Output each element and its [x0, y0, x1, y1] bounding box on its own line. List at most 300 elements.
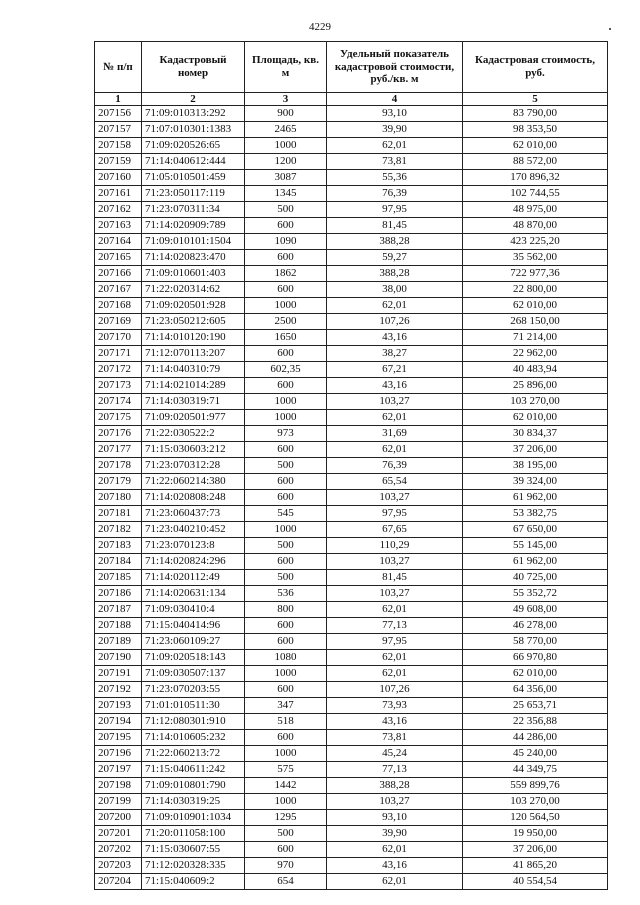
- specific-value-cell: 107,26: [327, 682, 463, 698]
- area-cell: 2500: [245, 314, 327, 330]
- row-number-cell: 207163: [95, 218, 142, 234]
- cadastral-value-cell: 37 206,00: [463, 842, 608, 858]
- specific-value-cell: 62,01: [327, 602, 463, 618]
- cadastral-number-cell: 71:20:011058:100: [142, 826, 245, 842]
- area-cell: 518: [245, 714, 327, 730]
- cadastral-value-cell: 98 353,50: [463, 122, 608, 138]
- area-cell: 900: [245, 106, 327, 122]
- specific-value-cell: 103,27: [327, 586, 463, 602]
- area-cell: 1295: [245, 810, 327, 826]
- area-cell: 3087: [245, 170, 327, 186]
- table-row: [95, 794, 608, 810]
- table-row: [95, 330, 608, 346]
- area-cell: 600: [245, 378, 327, 394]
- cadastral-number-cell: 71:15:040609:2: [142, 874, 245, 890]
- cadastral-number-cell: 71:09:030507:137: [142, 666, 245, 682]
- table-row: [95, 762, 608, 778]
- table-row: [95, 490, 608, 506]
- table-row: [95, 218, 608, 234]
- table-row: [95, 554, 608, 570]
- area-cell: 600: [245, 618, 327, 634]
- cadastral-value-table: [94, 41, 608, 890]
- table-row: [95, 874, 608, 890]
- row-number-cell: 207196: [95, 746, 142, 762]
- table-row: [95, 618, 608, 634]
- row-number-cell: 207174: [95, 394, 142, 410]
- area-cell: 600: [245, 282, 327, 298]
- specific-value-cell: 67,21: [327, 362, 463, 378]
- cadastral-value-cell: 22 962,00: [463, 346, 608, 362]
- header-area: Площадь, кв. м: [245, 42, 327, 93]
- cadastral-number-cell: 71:14:020824:296: [142, 554, 245, 570]
- specific-value-cell: 97,95: [327, 634, 463, 650]
- cadastral-number-cell: 71:09:020501:928: [142, 298, 245, 314]
- area-cell: 1862: [245, 266, 327, 282]
- specific-value-cell: 93,10: [327, 106, 463, 122]
- table-row: [95, 570, 608, 586]
- cadastral-value-cell: 88 572,00: [463, 154, 608, 170]
- table-row: [95, 602, 608, 618]
- row-number-cell: 207189: [95, 634, 142, 650]
- specific-value-cell: 103,27: [327, 554, 463, 570]
- table-body: [95, 106, 608, 890]
- row-number-cell: 207197: [95, 762, 142, 778]
- row-number-cell: 207183: [95, 538, 142, 554]
- cadastral-number-cell: 71:23:070123:8: [142, 538, 245, 554]
- row-number-cell: 207201: [95, 826, 142, 842]
- row-number-cell: 207204: [95, 874, 142, 890]
- row-number-cell: 207169: [95, 314, 142, 330]
- row-number-cell: 207168: [95, 298, 142, 314]
- cadastral-value-cell: 66 970,80: [463, 650, 608, 666]
- table-row: [95, 346, 608, 362]
- specific-value-cell: 62,01: [327, 666, 463, 682]
- cadastral-number-cell: 71:09:020518:143: [142, 650, 245, 666]
- area-cell: 600: [245, 634, 327, 650]
- cadastral-number-cell: 71:14:021014:289: [142, 378, 245, 394]
- row-number-cell: 207202: [95, 842, 142, 858]
- cadastral-number-cell: 71:09:010901:1034: [142, 810, 245, 826]
- area-cell: 1000: [245, 746, 327, 762]
- cadastral-number-cell: 71:23:040210:452: [142, 522, 245, 538]
- column-number: 4: [327, 93, 463, 106]
- column-number-row: [95, 93, 608, 106]
- row-number-cell: 207191: [95, 666, 142, 682]
- row-number-cell: 207177: [95, 442, 142, 458]
- area-cell: 1000: [245, 522, 327, 538]
- area-cell: 600: [245, 490, 327, 506]
- header-row: [95, 42, 608, 93]
- area-cell: 600: [245, 250, 327, 266]
- cadastral-value-cell: 62 010,00: [463, 138, 608, 154]
- cadastral-value-cell: 55 352,72: [463, 586, 608, 602]
- specific-value-cell: 55,36: [327, 170, 463, 186]
- cadastral-value-cell: 40 554,54: [463, 874, 608, 890]
- cadastral-number-cell: 71:15:040611:242: [142, 762, 245, 778]
- table-row: [95, 394, 608, 410]
- table-row: [95, 186, 608, 202]
- cadastral-number-cell: 71:14:020823:470: [142, 250, 245, 266]
- cadastral-number-cell: 71:23:060437:73: [142, 506, 245, 522]
- table-row: [95, 650, 608, 666]
- cadastral-value-cell: 22 800,00: [463, 282, 608, 298]
- specific-value-cell: 62,01: [327, 410, 463, 426]
- table-row: [95, 426, 608, 442]
- specific-value-cell: 97,95: [327, 506, 463, 522]
- cadastral-number-cell: 71:01:010511:30: [142, 698, 245, 714]
- row-number-cell: 207203: [95, 858, 142, 874]
- specific-value-cell: 43,16: [327, 858, 463, 874]
- specific-value-cell: 76,39: [327, 458, 463, 474]
- area-cell: 600: [245, 730, 327, 746]
- table-row: [95, 538, 608, 554]
- cadastral-value-cell: 40 483,94: [463, 362, 608, 378]
- row-number-cell: 207171: [95, 346, 142, 362]
- specific-value-cell: 62,01: [327, 650, 463, 666]
- cadastral-value-cell: 53 382,75: [463, 506, 608, 522]
- specific-value-cell: 77,13: [327, 618, 463, 634]
- table-row: [95, 378, 608, 394]
- specific-value-cell: 38,27: [327, 346, 463, 362]
- table-row: [95, 362, 608, 378]
- table-row: [95, 746, 608, 762]
- cadastral-number-cell: 71:09:010801:790: [142, 778, 245, 794]
- cadastral-number-cell: 71:23:050212:605: [142, 314, 245, 330]
- cadastral-value-cell: 64 356,00: [463, 682, 608, 698]
- cadastral-value-cell: 55 145,00: [463, 538, 608, 554]
- cadastral-value-cell: 268 150,00: [463, 314, 608, 330]
- specific-value-cell: 97,95: [327, 202, 463, 218]
- cadastral-value-cell: 67 650,00: [463, 522, 608, 538]
- cadastral-number-cell: 71:09:020501:977: [142, 410, 245, 426]
- row-number-cell: 207157: [95, 122, 142, 138]
- area-cell: 600: [245, 218, 327, 234]
- row-number-cell: 207190: [95, 650, 142, 666]
- specific-value-cell: 110,29: [327, 538, 463, 554]
- area-cell: 600: [245, 474, 327, 490]
- row-number-cell: 207162: [95, 202, 142, 218]
- specific-value-cell: 62,01: [327, 442, 463, 458]
- row-number-cell: 207170: [95, 330, 142, 346]
- cadastral-number-cell: 71:22:030522:2: [142, 426, 245, 442]
- area-cell: 1650: [245, 330, 327, 346]
- row-number-cell: 207186: [95, 586, 142, 602]
- cadastral-value-cell: 71 214,00: [463, 330, 608, 346]
- cadastral-value-cell: 559 899,76: [463, 778, 608, 794]
- table-row: [95, 666, 608, 682]
- row-number-cell: 207188: [95, 618, 142, 634]
- cadastral-value-cell: 46 278,00: [463, 618, 608, 634]
- cadastral-value-cell: 48 870,00: [463, 218, 608, 234]
- row-number-cell: 207193: [95, 698, 142, 714]
- row-number-cell: 207165: [95, 250, 142, 266]
- cadastral-number-cell: 71:09:020526:65: [142, 138, 245, 154]
- area-cell: 600: [245, 842, 327, 858]
- table-row: [95, 154, 608, 170]
- row-number-cell: 207159: [95, 154, 142, 170]
- row-number-cell: 207158: [95, 138, 142, 154]
- cadastral-number-cell: 71:09:010101:1504: [142, 234, 245, 250]
- cadastral-number-cell: 71:09:030410:4: [142, 602, 245, 618]
- row-number-cell: 207175: [95, 410, 142, 426]
- specific-value-cell: 73,81: [327, 154, 463, 170]
- cadastral-number-cell: 71:15:030603:212: [142, 442, 245, 458]
- cadastral-value-cell: 103 270,00: [463, 794, 608, 810]
- table-row: [95, 586, 608, 602]
- specific-value-cell: 103,27: [327, 490, 463, 506]
- table-row: [95, 122, 608, 138]
- cadastral-value-cell: 722 977,36: [463, 266, 608, 282]
- cadastral-value-cell: 38 195,00: [463, 458, 608, 474]
- specific-value-cell: 388,28: [327, 778, 463, 794]
- specific-value-cell: 62,01: [327, 138, 463, 154]
- row-number-cell: 207164: [95, 234, 142, 250]
- specific-value-cell: 73,81: [327, 730, 463, 746]
- cadastral-value-cell: 37 206,00: [463, 442, 608, 458]
- specific-value-cell: 103,27: [327, 794, 463, 810]
- row-number-cell: 207179: [95, 474, 142, 490]
- area-cell: 1090: [245, 234, 327, 250]
- cadastral-number-cell: 71:14:020909:789: [142, 218, 245, 234]
- specific-value-cell: 43,16: [327, 330, 463, 346]
- area-cell: 1000: [245, 666, 327, 682]
- cadastral-number-cell: 71:12:070113:207: [142, 346, 245, 362]
- column-number: 5: [463, 93, 608, 106]
- area-cell: 1000: [245, 410, 327, 426]
- cadastral-number-cell: 71:14:010120:190: [142, 330, 245, 346]
- specific-value-cell: 77,13: [327, 762, 463, 778]
- cadastral-value-cell: 62 010,00: [463, 666, 608, 682]
- cadastral-number-cell: 71:14:040612:444: [142, 154, 245, 170]
- cadastral-number-cell: 71:15:030607:55: [142, 842, 245, 858]
- row-number-cell: 207167: [95, 282, 142, 298]
- table-row: [95, 410, 608, 426]
- cadastral-number-cell: 71:22:060213:72: [142, 746, 245, 762]
- cadastral-number-cell: 71:09:010601:403: [142, 266, 245, 282]
- cadastral-number-cell: 71:22:060214:380: [142, 474, 245, 490]
- header-cadastral-number: Кадастровый номер: [142, 42, 245, 93]
- row-number-cell: 207161: [95, 186, 142, 202]
- table-row: [95, 682, 608, 698]
- cadastral-number-cell: 71:12:080301:910: [142, 714, 245, 730]
- cadastral-value-cell: 22 356,88: [463, 714, 608, 730]
- area-cell: 600: [245, 442, 327, 458]
- cadastral-number-cell: 71:14:030319:71: [142, 394, 245, 410]
- area-cell: 1000: [245, 138, 327, 154]
- row-number-cell: 207172: [95, 362, 142, 378]
- table-row: [95, 698, 608, 714]
- row-number-cell: 207199: [95, 794, 142, 810]
- table-row: [95, 826, 608, 842]
- row-number-cell: 207194: [95, 714, 142, 730]
- scan-speck: [609, 28, 611, 30]
- specific-value-cell: 43,16: [327, 714, 463, 730]
- area-cell: 1000: [245, 794, 327, 810]
- cadastral-number-cell: 71:14:040310:79: [142, 362, 245, 378]
- cadastral-value-cell: 423 225,20: [463, 234, 608, 250]
- row-number-cell: 207184: [95, 554, 142, 570]
- table-row: [95, 474, 608, 490]
- cadastral-value-cell: 103 270,00: [463, 394, 608, 410]
- cadastral-value-cell: 40 725,00: [463, 570, 608, 586]
- cadastral-value-cell: 83 790,00: [463, 106, 608, 122]
- table-row: [95, 138, 608, 154]
- cadastral-number-cell: 71:23:070312:28: [142, 458, 245, 474]
- cadastral-number-cell: 71:23:060109:27: [142, 634, 245, 650]
- table-row: [95, 810, 608, 826]
- header-specific-value: Удельный показатель кадастровой стоимости, руб./кв. м: [327, 42, 463, 93]
- row-number-cell: 207156: [95, 106, 142, 122]
- table-row: [95, 442, 608, 458]
- table-row: [95, 714, 608, 730]
- specific-value-cell: 62,01: [327, 298, 463, 314]
- area-cell: 1442: [245, 778, 327, 794]
- row-number-cell: 207187: [95, 602, 142, 618]
- cadastral-value-cell: 62 010,00: [463, 410, 608, 426]
- area-cell: 536: [245, 586, 327, 602]
- column-number: 2: [142, 93, 245, 106]
- specific-value-cell: 67,65: [327, 522, 463, 538]
- area-cell: 600: [245, 682, 327, 698]
- table-row: [95, 858, 608, 874]
- row-number-cell: 207166: [95, 266, 142, 282]
- specific-value-cell: 59,27: [327, 250, 463, 266]
- cadastral-number-cell: 71:23:050117:119: [142, 186, 245, 202]
- table-row: [95, 842, 608, 858]
- row-number-cell: 207173: [95, 378, 142, 394]
- specific-value-cell: 93,10: [327, 810, 463, 826]
- area-cell: 500: [245, 202, 327, 218]
- cadastral-number-cell: 71:15:040414:96: [142, 618, 245, 634]
- specific-value-cell: 76,39: [327, 186, 463, 202]
- area-cell: 602,35: [245, 362, 327, 378]
- cadastral-value-cell: 61 962,00: [463, 554, 608, 570]
- cadastral-number-cell: 71:14:030319:25: [142, 794, 245, 810]
- area-cell: 500: [245, 826, 327, 842]
- area-cell: 1345: [245, 186, 327, 202]
- specific-value-cell: 65,54: [327, 474, 463, 490]
- cadastral-number-cell: 71:09:010313:292: [142, 106, 245, 122]
- cadastral-value-cell: 120 564,50: [463, 810, 608, 826]
- cadastral-value-cell: 44 286,00: [463, 730, 608, 746]
- area-cell: 970: [245, 858, 327, 874]
- cadastral-value-cell: 35 562,00: [463, 250, 608, 266]
- cadastral-value-cell: 25 896,00: [463, 378, 608, 394]
- row-number-cell: 207192: [95, 682, 142, 698]
- specific-value-cell: 39,90: [327, 122, 463, 138]
- cadastral-value-cell: 44 349,75: [463, 762, 608, 778]
- specific-value-cell: 62,01: [327, 874, 463, 890]
- header-row-number: № п/п: [95, 42, 142, 93]
- table-row: [95, 314, 608, 330]
- table-row: [95, 202, 608, 218]
- cadastral-value-cell: 48 975,00: [463, 202, 608, 218]
- area-cell: 600: [245, 346, 327, 362]
- row-number-cell: 207200: [95, 810, 142, 826]
- row-number-cell: 207195: [95, 730, 142, 746]
- cadastral-value-cell: 39 324,00: [463, 474, 608, 490]
- area-cell: 1000: [245, 394, 327, 410]
- table-row: [95, 234, 608, 250]
- row-number-cell: 207160: [95, 170, 142, 186]
- cadastral-number-cell: 71:12:020328:335: [142, 858, 245, 874]
- table-row: [95, 282, 608, 298]
- specific-value-cell: 39,90: [327, 826, 463, 842]
- specific-value-cell: 103,27: [327, 394, 463, 410]
- row-number-cell: 207176: [95, 426, 142, 442]
- area-cell: 973: [245, 426, 327, 442]
- area-cell: 500: [245, 458, 327, 474]
- table-row: [95, 106, 608, 122]
- cadastral-number-cell: 71:14:020808:248: [142, 490, 245, 506]
- table-row: [95, 730, 608, 746]
- area-cell: 575: [245, 762, 327, 778]
- column-number: 3: [245, 93, 327, 106]
- table-row: [95, 170, 608, 186]
- specific-value-cell: 31,69: [327, 426, 463, 442]
- area-cell: 1080: [245, 650, 327, 666]
- cadastral-value-cell: 102 744,55: [463, 186, 608, 202]
- specific-value-cell: 107,26: [327, 314, 463, 330]
- cadastral-number-cell: 71:23:070311:34: [142, 202, 245, 218]
- cadastral-value-cell: 41 865,20: [463, 858, 608, 874]
- area-cell: 1200: [245, 154, 327, 170]
- specific-value-cell: 62,01: [327, 842, 463, 858]
- table-row: [95, 266, 608, 282]
- cadastral-value-cell: 30 834,37: [463, 426, 608, 442]
- table-row: [95, 250, 608, 266]
- specific-value-cell: 45,24: [327, 746, 463, 762]
- cadastral-number-cell: 71:14:020631:134: [142, 586, 245, 602]
- row-number-cell: 207180: [95, 490, 142, 506]
- specific-value-cell: 43,16: [327, 378, 463, 394]
- specific-value-cell: 73,93: [327, 698, 463, 714]
- cadastral-number-cell: 71:14:020112:49: [142, 570, 245, 586]
- cadastral-value-cell: 25 653,71: [463, 698, 608, 714]
- cadastral-number-cell: 71:22:020314:62: [142, 282, 245, 298]
- table-row: [95, 522, 608, 538]
- specific-value-cell: 81,45: [327, 570, 463, 586]
- specific-value-cell: 38,00: [327, 282, 463, 298]
- column-number: 1: [95, 93, 142, 106]
- table-row: [95, 458, 608, 474]
- row-number-cell: 207198: [95, 778, 142, 794]
- table-row: [95, 634, 608, 650]
- table-row: [95, 778, 608, 794]
- specific-value-cell: 81,45: [327, 218, 463, 234]
- cadastral-value-cell: 61 962,00: [463, 490, 608, 506]
- cadastral-number-cell: 71:23:070203:55: [142, 682, 245, 698]
- area-cell: 500: [245, 570, 327, 586]
- area-cell: 1000: [245, 298, 327, 314]
- area-cell: 545: [245, 506, 327, 522]
- specific-value-cell: 388,28: [327, 266, 463, 282]
- area-cell: 800: [245, 602, 327, 618]
- area-cell: 2465: [245, 122, 327, 138]
- cadastral-value-cell: 170 896,32: [463, 170, 608, 186]
- table-row: [95, 298, 608, 314]
- table-row: [95, 506, 608, 522]
- cadastral-value-cell: 49 608,00: [463, 602, 608, 618]
- area-cell: 347: [245, 698, 327, 714]
- cadastral-number-cell: 71:05:010501:459: [142, 170, 245, 186]
- area-cell: 500: [245, 538, 327, 554]
- cadastral-number-cell: 71:07:010301:1383: [142, 122, 245, 138]
- page-number: 4229: [309, 21, 331, 33]
- row-number-cell: 207178: [95, 458, 142, 474]
- cadastral-value-cell: 45 240,00: [463, 746, 608, 762]
- row-number-cell: 207185: [95, 570, 142, 586]
